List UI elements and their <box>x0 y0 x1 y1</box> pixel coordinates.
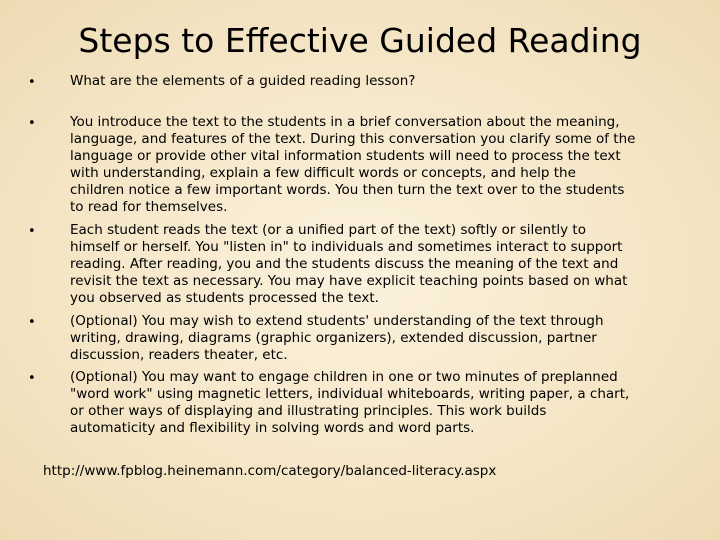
bullet-icon: • <box>28 224 36 239</box>
bullet-icon: • <box>28 116 36 131</box>
bullet-icon: • <box>28 371 36 386</box>
introduction-paragraph: You introduce the text to the students in a brief conversation about the meaning, language, and features of the text. During this conversation you clarify some of the language or provide other vital information students will need to process the text with understanding, explain a few difficult words or concepts, and help the children notice a few important words. You then turn the text over to the students to read for themselves. <box>70 114 636 215</box>
bullet-icon: • <box>28 315 36 330</box>
reading-paragraph: Each student reads the text (or a unified part of the text) softly or silently to himself or herself. You "listen in" to individuals and sometimes interact to support reading. After reading, you and the students discuss the meaning of the text and revisit the text as necessary. You may have explicit teaching points based on what you observed as students processed the text. <box>70 222 628 306</box>
word-work-paragraph: (Optional) You may want to engage children in one or two minutes of preplanned "word work" using magnetic letters, individual whiteboards, writing paper, a chart, or other ways of displaying and illustrating principles. This work builds automaticity and flexibility in solving words and word parts. <box>70 369 630 436</box>
slide-title: Steps to Effective Guided Reading <box>78 21 642 60</box>
source-url-text: http://www.fpblog.heinemann.com/category/balanced-literacy.aspx <box>43 463 497 479</box>
extension-paragraph: (Optional) You may wish to extend students' understanding of the text through writing, drawing, diagrams (graphic organizers), extended discussion, partner discussion, readers theater, etc. <box>70 313 604 363</box>
question-paragraph: What are the elements of a guided reading lesson? <box>70 73 416 89</box>
bullet-icon: • <box>28 75 36 90</box>
